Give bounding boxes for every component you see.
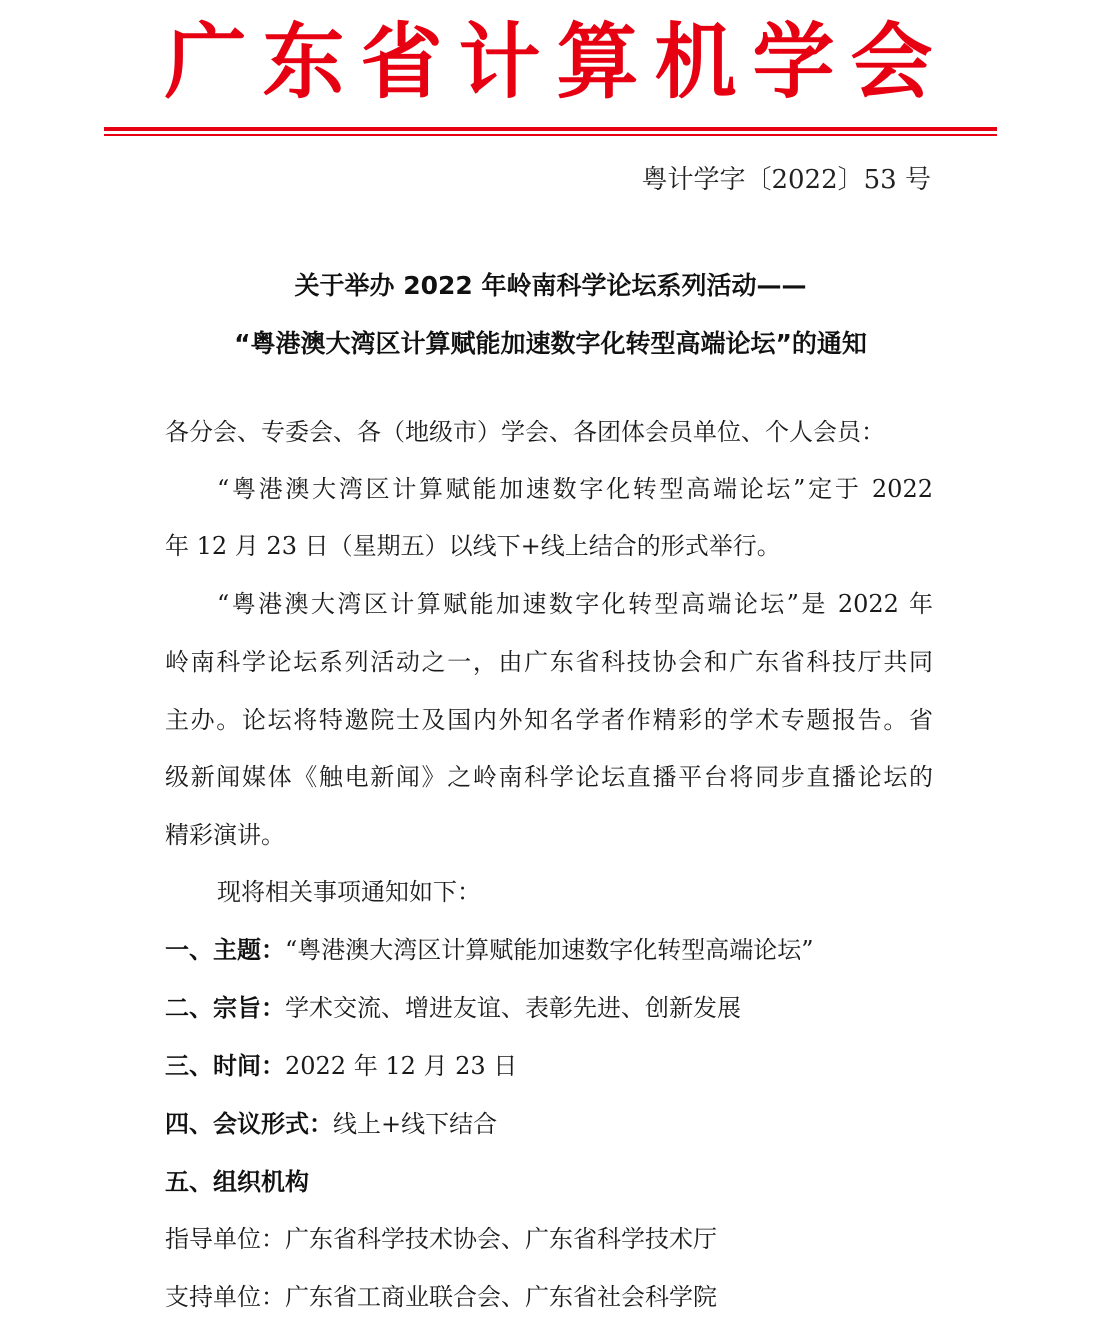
title-line-2: “粤港澳大湾区计算赋能加速数字化转型高端论坛”的通知 [234,329,867,358]
item-organization [165,1162,309,1202]
document-number: 粤计学字〔2022〕53 号 [641,165,931,195]
paragraph-1-line-2: 年 12 月 23 日（星期五）以线下+线上结合的形式举行。 [165,532,781,560]
item-purpose [165,988,741,1028]
item-format-value: 线上+线下结合 [333,1110,498,1138]
item-time-label: 三、时间： [165,1052,285,1080]
title-line-1: 关于举办 2022 年岭南科学论坛系列活动—— [294,271,807,300]
paragraph-2-line-5: 精彩演讲。 [165,821,285,849]
item-format-label: 四、会议形式： [165,1110,333,1138]
item-format [165,1104,497,1144]
org-unit-guidance: 指导单位：广东省科学技术协会、广东省科学技术厅 [165,1225,717,1253]
item-topic-value: “粤港澳大湾区计算赋能加速数字化转型高端论坛” [285,936,814,964]
org-unit-support: 支持单位：广东省工商业联合会、广东省社会科学院 [165,1283,717,1311]
paragraph-2-line-3: 主办。论坛将特邀院士及国内外知名学者作精彩的学术专题报告。省 [165,706,933,734]
item-purpose-label: 二、宗旨： [165,994,285,1022]
item-time-value: 2022 年 12 月 23 日 [285,1052,518,1080]
letterhead-rule-thin [104,134,997,136]
item-time [165,1046,517,1086]
paragraph-1-line-1: “粤港澳大湾区计算赋能加速数字化转型高端论坛”定于 2022 [217,475,933,503]
letterhead-rule-thick [104,127,997,131]
paragraph-2-line-4: 级新闻媒体《触电新闻》之岭南科学论坛直播平台将同步直播论坛的 [165,763,933,791]
item-topic-label: 一、主题： [165,936,285,964]
item-purpose-value: 学术交流、增进友谊、表彰先进、创新发展 [285,994,741,1022]
notice-intro: 现将相关事项通知如下： [217,878,481,906]
item-organization-label: 五、组织机构 [165,1168,309,1196]
letterhead-org-name: 广东省计算机学会 [164,15,949,110]
salutation: 各分会、专委会、各（地级市）学会、各团体会员单位、个人会员： [165,418,885,446]
item-topic [165,930,814,970]
paragraph-2-line-2: 岭南科学论坛系列活动之一，由广东省科技协会和广东省科技厅共同 [165,648,933,676]
paragraph-2-line-1: “粤港澳大湾区计算赋能加速数字化转型高端论坛”是 2022 年 [217,590,933,618]
